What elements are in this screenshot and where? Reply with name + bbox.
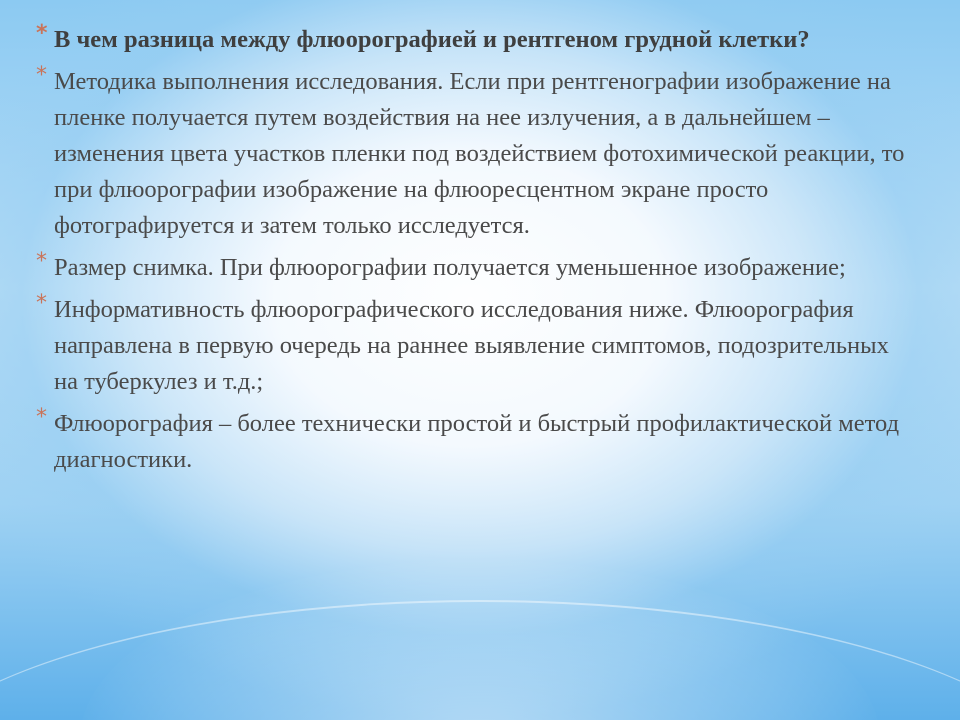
- bullet-text: Методика выполнения исследования. Если при рентгенографии изображение на пленке получается путем воздействия на нее излучения, а в дальнейшем – изменения цвета участков пленки под воздействием фотохимической реакции, то при флюорографии изображение на флюоресцентном экране просто фотографируется и затем только исследуется.: [54, 68, 905, 239]
- bullet-item-size: [36, 250, 916, 286]
- asterisk-bullet-icon: *: [36, 63, 47, 88]
- bullet-list: [36, 22, 916, 484]
- asterisk-bullet-icon: *: [36, 291, 47, 316]
- asterisk-bullet-icon: *: [36, 249, 47, 274]
- asterisk-bullet-icon: *: [36, 21, 48, 46]
- bullet-text: Флюорография – более технически простой и быстрый профилактической метод диагностики.: [54, 410, 900, 473]
- bullet-text: Размер снимка. При флюорографии получается уменьшенное изображение;: [54, 254, 846, 281]
- bullet-item-informativeness: [36, 292, 916, 400]
- bullet-text: Информативность флюорографического исследования ниже. Флюорография направлена в первую очередь на раннее выявление симптомов, подозрительных на туберкулез и т.д.;: [54, 296, 889, 395]
- background-curve: [0, 600, 960, 720]
- bullet-text: В чем разница между флюорографией и рентгеном грудной клетки?: [54, 26, 810, 53]
- asterisk-bullet-icon: *: [36, 405, 47, 430]
- bullet-item-simplicity: [36, 406, 916, 478]
- bullet-item-method: [36, 64, 916, 244]
- bullet-item-question: [36, 22, 916, 58]
